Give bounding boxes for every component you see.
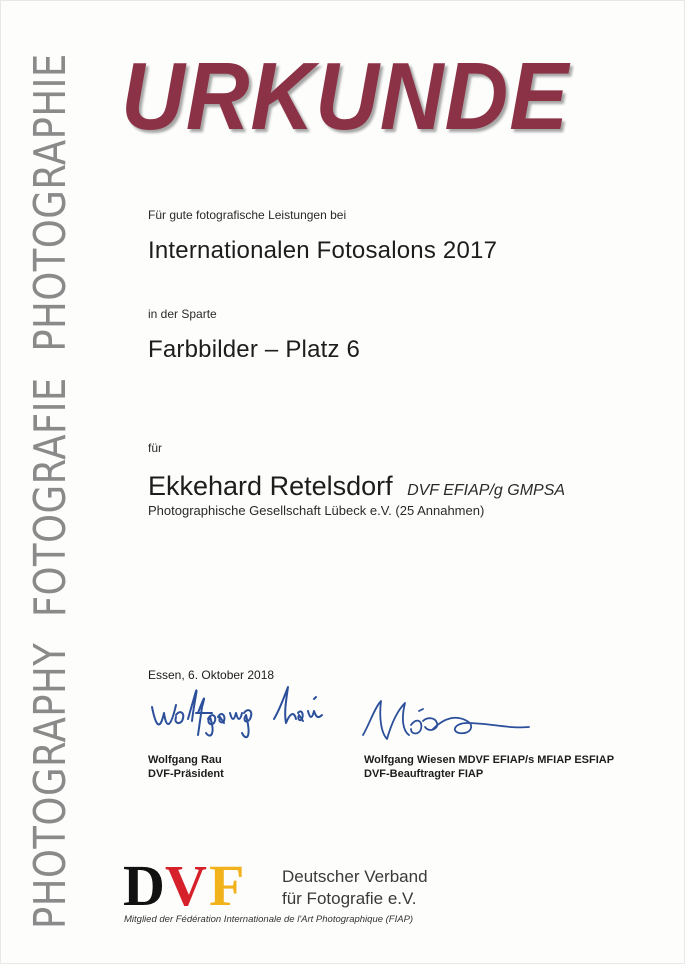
- recipient-name: Ekkehard Retelsdorf: [148, 471, 393, 501]
- recipient-honors: DVF EFIAP/g GMPSA: [407, 482, 566, 499]
- svg-text:V: V: [165, 857, 207, 909]
- certificate-title: URKUNDE: [121, 43, 570, 150]
- signature-wiesen: [359, 695, 539, 751]
- side-text-english: PHOTOGRAPHY: [25, 642, 76, 929]
- side-text-french: PHOTOGRAPHIE: [25, 53, 76, 352]
- signatory-2: [364, 753, 614, 781]
- svg-text:D: D: [123, 857, 165, 909]
- recipient-club: Photographische Gesellschaft Lübeck e.V. (25 Annahmen): [148, 503, 485, 518]
- side-text-german: FOTOGRAFIE: [25, 377, 76, 618]
- intro-text: Für gute fotografische Leistungen bei: [148, 208, 347, 222]
- organization-line-1: Deutscher Verband: [282, 867, 428, 886]
- vertical-side-text: [25, 40, 76, 929]
- signatory-1-name: Wolfgang Rau: [148, 754, 222, 766]
- issue-date: Essen, 6. Oktober 2018: [148, 668, 275, 682]
- dvf-logo: [123, 857, 253, 909]
- category-name: Farbbilder – Platz 6: [148, 336, 361, 363]
- organization-line-2: für Fotografie e.V.: [282, 889, 417, 908]
- signatory-2-name: Wolfgang Wiesen MDVF EFIAP/s MFIAP ESFIAP: [364, 754, 615, 766]
- fiap-membership-note: Mitglied der Fédération Internationale de l'Art Photographique (FIAP): [124, 914, 414, 925]
- signature-rau: [146, 683, 326, 745]
- signatory-1-role: DVF-Präsident: [148, 768, 224, 780]
- signatory-1: [148, 753, 224, 781]
- recipient-line: [148, 471, 565, 502]
- svg-text:F: F: [209, 857, 245, 909]
- signatory-2-role: DVF-Beauftragter FIAP: [364, 768, 484, 780]
- event-name: Internationalen Fotosalons 2017: [148, 237, 498, 264]
- category-label: in der Sparte: [148, 307, 217, 321]
- for-label: für: [148, 441, 163, 455]
